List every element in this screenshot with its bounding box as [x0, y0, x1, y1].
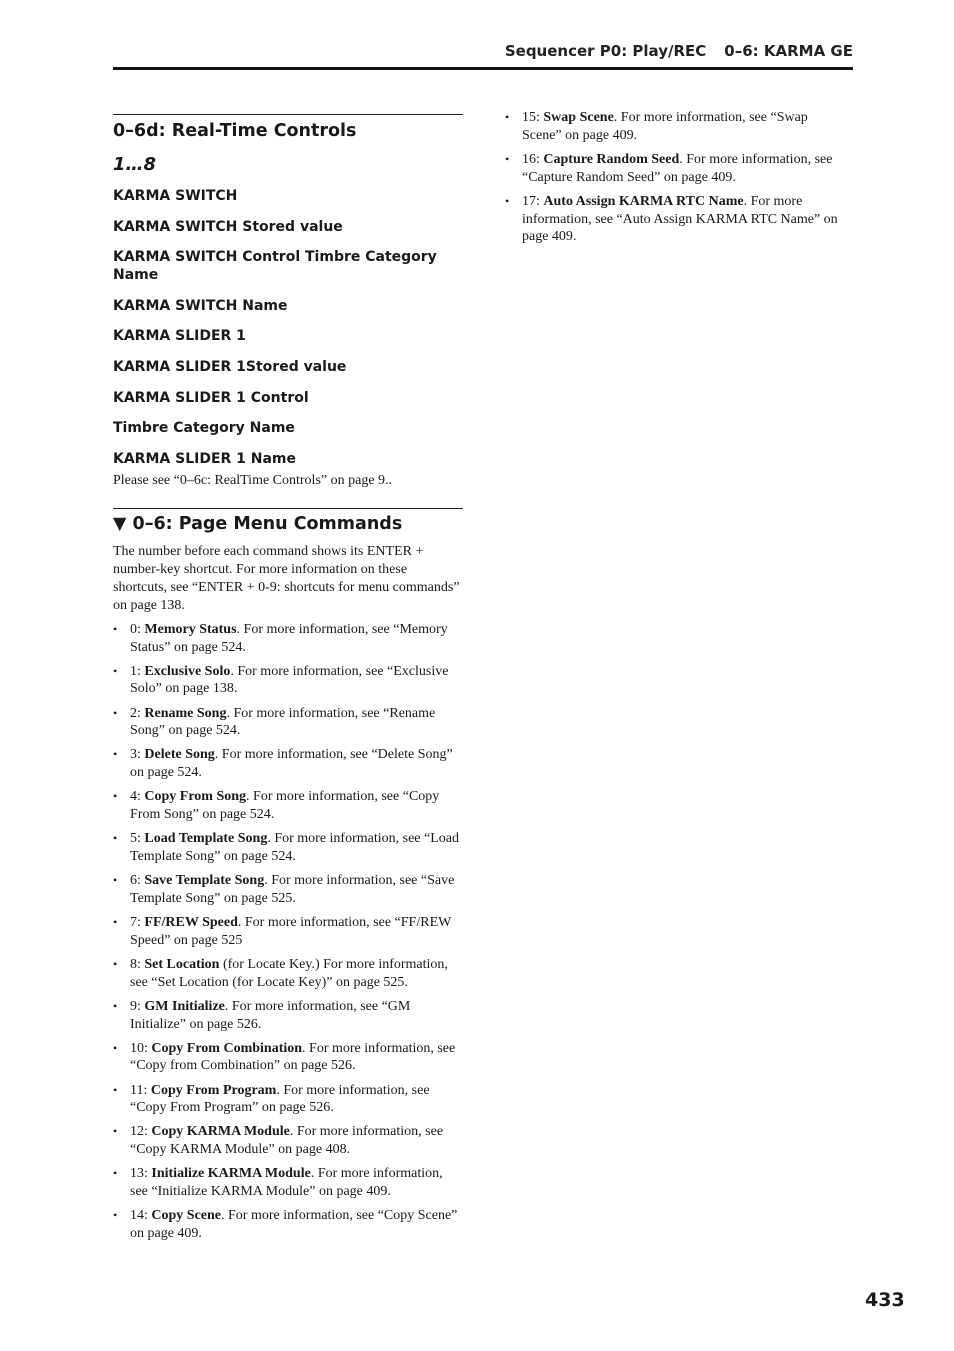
- command-name: FF/REW Speed: [144, 914, 238, 930]
- command-name: Swap Scene: [543, 110, 614, 125]
- command-number: 11:: [130, 1082, 151, 1098]
- command-list-item: [113, 788, 463, 824]
- running-header: [505, 42, 853, 60]
- command-description: . For more information, see “Memory Status” on page 524.: [130, 621, 448, 655]
- command-list-item: [113, 872, 463, 908]
- parameter-name: KARMA SLIDER 1Stored value: [113, 358, 347, 375]
- command-number: 15:: [522, 110, 544, 125]
- command-number: 6:: [130, 873, 145, 889]
- command-name: GM Initialize: [144, 998, 225, 1014]
- header-section: Sequencer P0: Play/REC: [504, 42, 707, 60]
- parameter-name: KARMA SWITCH Name: [113, 297, 288, 314]
- command-number: 7:: [130, 914, 145, 930]
- command-name: Delete Song: [144, 747, 215, 763]
- command-description: . For more information, see “Load Template Song” on page 524.: [130, 831, 459, 864]
- command-description: . For more information, see “Capture Random Seed” on page 409.: [522, 151, 833, 185]
- command-number: 10:: [130, 1040, 152, 1056]
- command-name: Set Location: [144, 956, 220, 972]
- command-list-item: [113, 663, 463, 699]
- command-description: . For more information, see “Swap Scene” on page 409.: [522, 110, 808, 143]
- parameter-name: KARMA SWITCH: [113, 188, 238, 204]
- command-description: . For more information, see “Auto Assign KARMA RTC Name” on page 409.: [522, 193, 838, 245]
- cross-reference-note: Please see “0–6c: RealTime Controls” on page 9..: [113, 472, 393, 488]
- command-name: Memory Status: [144, 621, 237, 637]
- command-name: Copy From Combination: [151, 1040, 303, 1056]
- command-name: Copy Scene: [151, 1208, 222, 1224]
- page-number: 433: [865, 1289, 905, 1311]
- command-number: 1:: [130, 663, 145, 679]
- command-name: Copy KARMA Module: [151, 1124, 290, 1140]
- parameter-name: KARMA SLIDER 1 Name: [113, 450, 297, 467]
- command-list-item: [113, 956, 463, 992]
- command-name: Auto Assign KARMA RTC Name: [543, 193, 744, 209]
- command-number: 3:: [130, 747, 145, 763]
- command-description: . For more information, see “Copy KARMA Module” on page 408.: [130, 1124, 444, 1158]
- left-column: [113, 114, 463, 1249]
- parameter-group-heading: 1…8: [113, 154, 157, 175]
- command-name: Save Template Song: [144, 873, 265, 889]
- command-number: 17:: [522, 193, 544, 209]
- command-list-item: [113, 830, 463, 866]
- command-description: . For more information, see “Rename Song” on page 524.: [130, 705, 436, 739]
- parameter-name: KARMA SLIDER 1 Control: [113, 389, 309, 406]
- command-number: 4:: [130, 789, 145, 805]
- parameter-name: KARMA SWITCH Stored value: [113, 218, 343, 235]
- section-page-menu-commands: [113, 508, 463, 1243]
- command-number: 12:: [130, 1124, 152, 1140]
- parameter-name: Timbre Category Name: [113, 420, 295, 437]
- command-number: 13:: [130, 1166, 152, 1182]
- command-description: . For more information, see “Initialize KARMA Module” on page 409.: [130, 1166, 443, 1200]
- command-description: . For more information, see “Save Template Song” on page 525.: [130, 873, 455, 906]
- command-list-item: [113, 705, 463, 741]
- section-title-menu: ▼ 0–6: Page Menu Commands: [113, 513, 403, 534]
- command-description: . For more information, see “Copy From Song” on page 524.: [130, 789, 440, 823]
- command-name: Capture Random Seed: [543, 151, 680, 167]
- command-list-item: [113, 1123, 463, 1159]
- command-list-item: [505, 193, 850, 246]
- intro-paragraph: The number before each command shows its ENTER + number-key shortcut. For more information on these shortcuts, see “ENTER + 0-9: shortcuts for menu commands” on page 138.: [113, 543, 460, 613]
- command-name: Exclusive Solo: [144, 663, 231, 679]
- command-description: . For more information, see “Exclusive Solo” on page 138.: [130, 663, 449, 697]
- command-list: [113, 621, 463, 1243]
- command-description: . For more information, see “GM Initialize” on page 526.: [130, 998, 411, 1032]
- command-name: Load Template Song: [144, 831, 268, 847]
- command-list-item: [113, 1082, 463, 1118]
- command-list-item: [113, 621, 463, 657]
- command-list-continued: [505, 109, 850, 246]
- right-column: [505, 109, 850, 252]
- command-list-item: [113, 914, 463, 950]
- command-name: Initialize KARMA Module: [151, 1166, 311, 1182]
- command-number: 8:: [130, 956, 145, 972]
- command-description: . For more information, see “Copy from Combination” on page 526.: [130, 1040, 456, 1074]
- section-realtime-controls: [113, 114, 463, 490]
- command-list-item: [505, 151, 850, 187]
- header-rule: [113, 67, 853, 70]
- parameter-list: [113, 187, 463, 468]
- command-list-item: [113, 1165, 463, 1201]
- section-title-realtime: 0–6d: Real-Time Controls: [113, 121, 357, 141]
- command-number: 0:: [130, 621, 145, 637]
- parameter-name: KARMA SLIDER 1: [113, 328, 246, 345]
- command-description: . For more information, see “Delete Song” on page 524.: [130, 747, 453, 781]
- command-description: . For more information, see “Copy From Program” on page 526.: [130, 1082, 430, 1116]
- command-name: Copy From Program: [150, 1082, 277, 1098]
- command-number: 2:: [130, 705, 145, 721]
- command-list-item: [113, 746, 463, 782]
- command-number: 9:: [130, 998, 145, 1014]
- command-number: 5:: [130, 831, 145, 847]
- command-description: (for Locate Key.) For more information, see “Set Location (for Locate Key)” on page 525.: [130, 956, 448, 990]
- header-page: 0–6: KARMA GE: [724, 42, 853, 60]
- command-description: . For more information, see “FF/REW Speed” on page 525: [130, 914, 452, 948]
- command-description: . For more information, see “Copy Scene” on page 409.: [130, 1208, 458, 1242]
- command-list-item: [113, 1207, 463, 1243]
- command-number: 14:: [130, 1208, 152, 1224]
- command-name: Copy From Song: [144, 789, 247, 805]
- command-list-item: [113, 998, 463, 1034]
- command-list-item: [113, 1040, 463, 1076]
- command-number: 16:: [522, 151, 544, 167]
- command-name: Rename Song: [144, 705, 227, 721]
- parameter-name: KARMA SWITCH Control Timbre Category Name: [113, 249, 437, 284]
- command-list-item: [505, 109, 850, 145]
